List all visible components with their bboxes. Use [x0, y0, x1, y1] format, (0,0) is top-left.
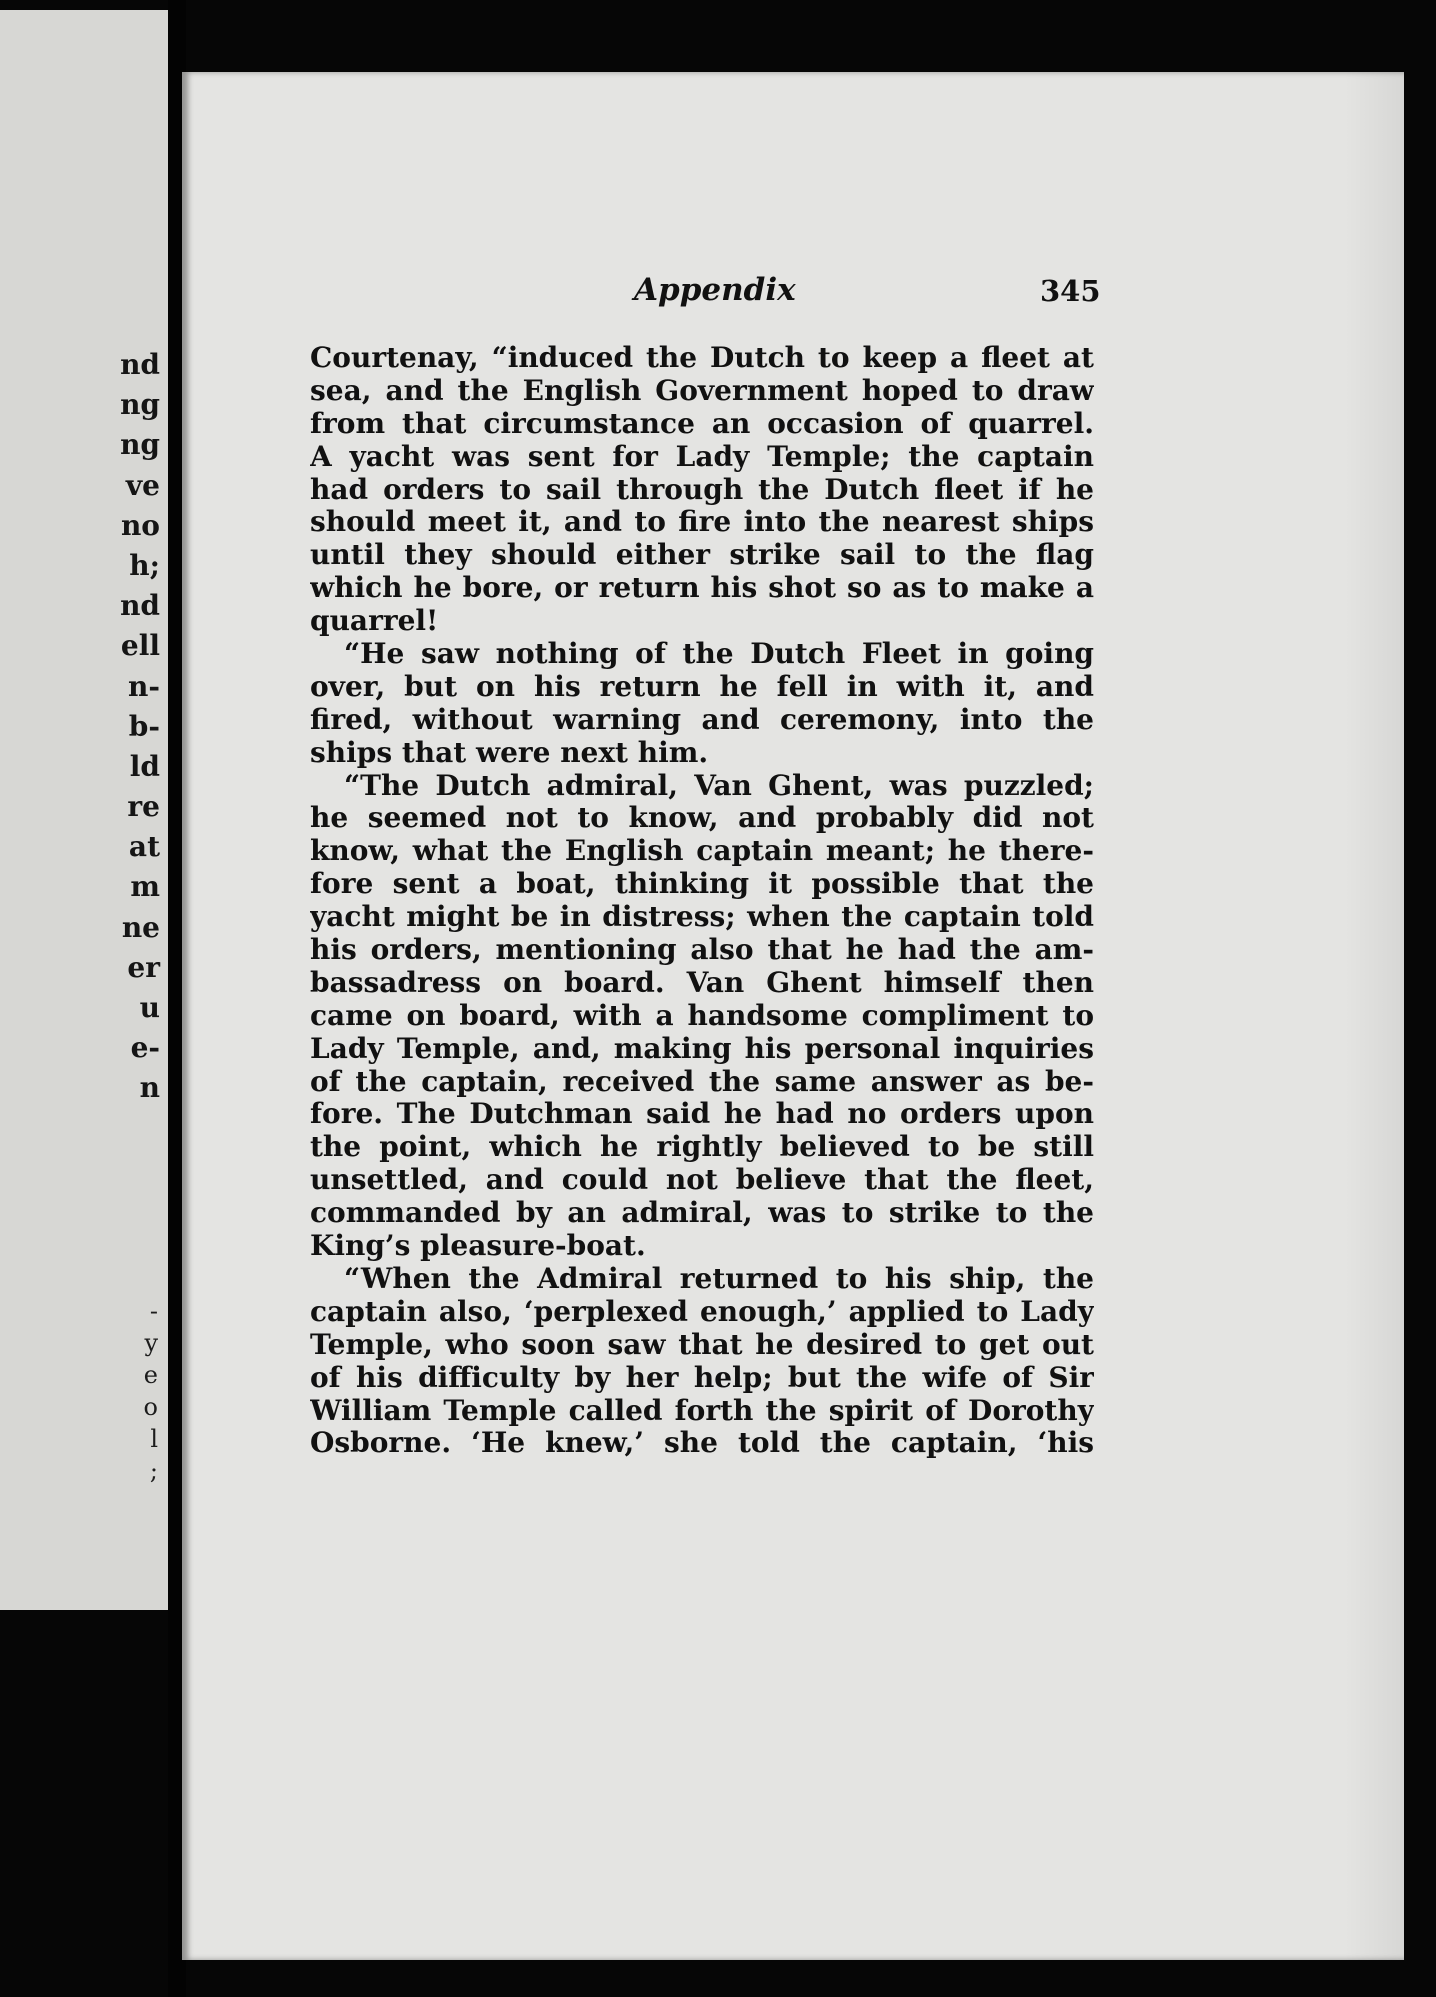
text-line: of the captain, received the same answer as be- [310, 1065, 1094, 1098]
text-line: know, what the English captain meant; he there- [310, 835, 1094, 868]
text-line: from that circumstance an occasion of quarrel. [310, 407, 1094, 440]
text-line: quarrel! [310, 605, 439, 638]
text-line: fore. The Dutchman said he had no orders upon [310, 1098, 1094, 1131]
text-line: Osborne. ‘He knew,’ she told the captain, ‘his [310, 1427, 1094, 1460]
page-body-text [310, 342, 1094, 1460]
text-line: over, but on his return he fell in with it, and [310, 670, 1094, 703]
left-page-fragment: l [150, 1425, 158, 1453]
left-page-fragment: er [127, 950, 160, 984]
left-page-fragment: no [120, 508, 160, 542]
text-line: ships that were next him. [310, 736, 709, 769]
left-page-fragment: m [130, 870, 160, 904]
text-line: captain also, ‘perplexed enough,’ applied to Lady [310, 1295, 1094, 1328]
book-page [182, 72, 1404, 1960]
text-line: should meet it, and to fire into the nearest ships [310, 506, 1094, 539]
left-page-fragment: nd [120, 348, 160, 381]
left-page-fragment: e- [130, 1031, 160, 1065]
text-line: Lady Temple, and, making his personal inquiries [310, 1032, 1094, 1065]
left-page-lower-fragments [118, 1295, 158, 1487]
left-page-fragment: y [144, 1329, 158, 1357]
left-page-fragment: h; [129, 548, 160, 582]
left-page-fragment: - [149, 1297, 158, 1325]
text-line: sea, and the English Government hoped to draw [310, 374, 1094, 407]
left-page-fragment: b- [128, 709, 160, 743]
text-line: “The Dutch admiral, Van Ghent, was puzzled; [344, 769, 1094, 802]
text-line: bassadress on board. Van Ghent himself then [310, 966, 1094, 999]
left-page-fragment: ng [120, 388, 160, 422]
text-line: he seemed not to know, and probably did not [310, 802, 1094, 835]
left-page-fragment: at [128, 830, 160, 864]
left-page-fragment: ng [120, 428, 160, 462]
text-line: commanded by an admiral, was to strike to the [310, 1197, 1094, 1230]
page-header [182, 272, 1404, 322]
left-page-fragment: ve [125, 468, 160, 502]
left-page-fragment: ld [129, 749, 160, 783]
left-page-fragment: ell [120, 629, 160, 663]
text-line: his orders, mentioning also that he had the am- [310, 934, 1094, 967]
left-page-fragment: o [143, 1393, 158, 1421]
text-line: Courtenay, “induced the Dutch to keep a fleet at [310, 342, 1094, 374]
left-facing-page [0, 10, 174, 1610]
left-page-fragment: n [139, 1071, 160, 1105]
page-number: 345 [1040, 274, 1101, 308]
text-line: King’s pleasure-boat. [310, 1230, 646, 1263]
text-line: unsettled, and could not believe that the fleet, [310, 1164, 1094, 1197]
left-page-text-fragments [70, 345, 160, 1109]
text-line: “When the Admiral returned to his ship, the [344, 1262, 1094, 1295]
text-line: William Temple called forth the spirit of Dorothy [310, 1394, 1094, 1427]
text-line: which he bore, or return his shot so as to make a [310, 572, 1094, 605]
text-line: until they should either strike sail to the flag [310, 539, 1094, 572]
left-page-fragment: ; [149, 1457, 158, 1485]
text-line: fore sent a boat, thinking it possible that the [310, 868, 1094, 901]
running-head: Appendix [634, 272, 796, 308]
left-page-fragment: nd [120, 589, 160, 623]
left-page-fragment: ne [121, 910, 160, 944]
left-page-fragment: u [139, 991, 160, 1024]
text-line: the point, which he rightly believed to be still [310, 1131, 1094, 1164]
text-line: came on board, with a handsome compliment to [310, 999, 1094, 1032]
text-line: yacht might be in distress; when the captain told [310, 901, 1094, 934]
text-line: had orders to sail through the Dutch fleet if he [310, 473, 1094, 506]
text-line: of his difficulty by her help; but the wife of Sir [310, 1361, 1094, 1394]
left-page-fragment: e [143, 1361, 158, 1389]
text-line: “He saw nothing of the Dutch Fleet in going [344, 638, 1094, 671]
text-line: A yacht was sent for Lady Temple; the captain [310, 440, 1094, 473]
text-line: Temple, who soon saw that he desired to get out [310, 1328, 1094, 1361]
left-page-fragment: re [127, 790, 160, 824]
left-page-fragment: n- [128, 669, 160, 703]
text-line: fired, without warning and ceremony, into the [310, 703, 1094, 736]
